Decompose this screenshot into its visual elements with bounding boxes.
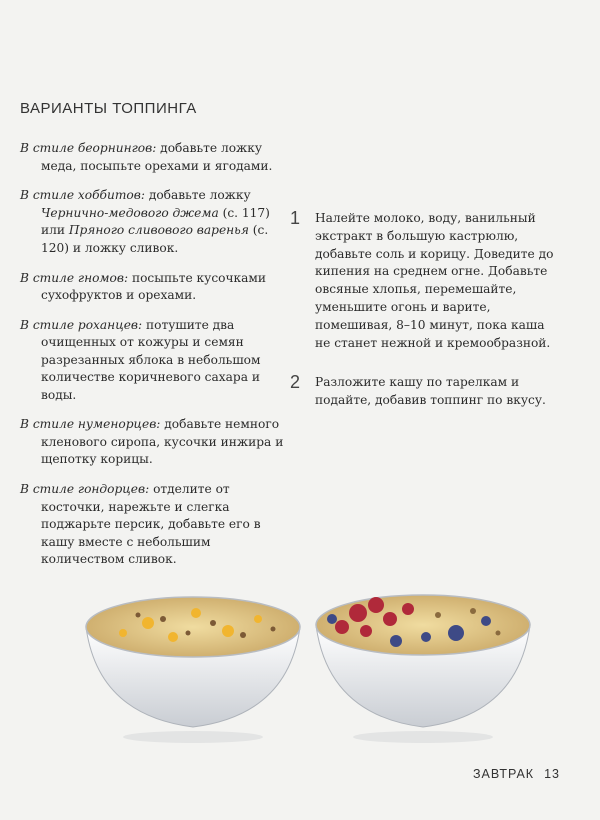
step-1 [290, 210, 560, 352]
bowl-right [316, 595, 530, 743]
instruction-steps [290, 210, 560, 432]
step-text: Разложите кашу по тарелкам и подайте, добавив топпинг по вкусу. [315, 375, 546, 408]
section-name: ЗАВТРАК [472, 767, 535, 781]
page-number: 13 [544, 767, 560, 781]
variant-text: добавьте немного кленового сиропа, кусочки инжира и щепотку корицы. [41, 417, 284, 467]
step-number: 1 [290, 208, 301, 228]
step-number: 2 [290, 372, 301, 393]
section-heading: ВАРИАНТЫ ТОППИНГА [20, 100, 197, 117]
variant-text: отделите от косточки, нарежьте и слегка поджарьте персик, добавьте его в кашу вместе с небольшим количеством сливок. [41, 482, 261, 567]
variant-lead: В стиле беорнингов: [20, 141, 157, 156]
variant-text: (с. 117) или [41, 205, 270, 238]
page-footer [473, 767, 560, 781]
variant-dwarves [20, 270, 290, 305]
variant-text: добавьте ложку [144, 188, 251, 203]
porridge-bowls-illustration [78, 575, 538, 745]
variant-numenor [20, 416, 290, 469]
variant-rohan [20, 317, 290, 405]
variant-hobbits [20, 187, 290, 257]
variant-lead: В стиле роханцев: [20, 317, 143, 332]
step-2 [290, 374, 560, 410]
variant-text: потушите два очищенных от кожуры и семян разрезанных яблока в небольшом количестве коричневого сахара и воды. [41, 317, 261, 402]
step-text: Налейте молоко, воду, ванильный экстракт в большую кастрюлю, добавьте соль и корицу. Доведите до кипения на среднем огне. Добавьте овсяные хлопья, перемешайте, уменьшите огонь и варите, помешивая, 8–10 минут, пока каша не станет нежной и кремообразной. [315, 211, 554, 350]
bowl-left [86, 597, 300, 743]
variant-text: посыпьте кусочками сухофруктов и орехами. [41, 270, 267, 303]
recipe-reference: Чернично-медового джема [41, 205, 219, 220]
variant-lead: В стиле нуменорцев: [20, 417, 161, 432]
variant-text: добавьте ложку меда, посыпьте орехами и ягодами. [41, 141, 273, 173]
topping-variants-list [20, 128, 290, 577]
recipe-reference: Пряного сливового варенья [68, 223, 249, 238]
variant-beornings [20, 140, 290, 175]
variant-text: (с. 120) и ложку сливок. [41, 223, 269, 255]
variant-lead: В стиле гномов: [20, 270, 129, 285]
variant-lead: В стиле хоббитов: [20, 188, 145, 203]
variant-lead: В стиле гондорцев: [20, 482, 150, 497]
variant-gondor [20, 481, 290, 569]
